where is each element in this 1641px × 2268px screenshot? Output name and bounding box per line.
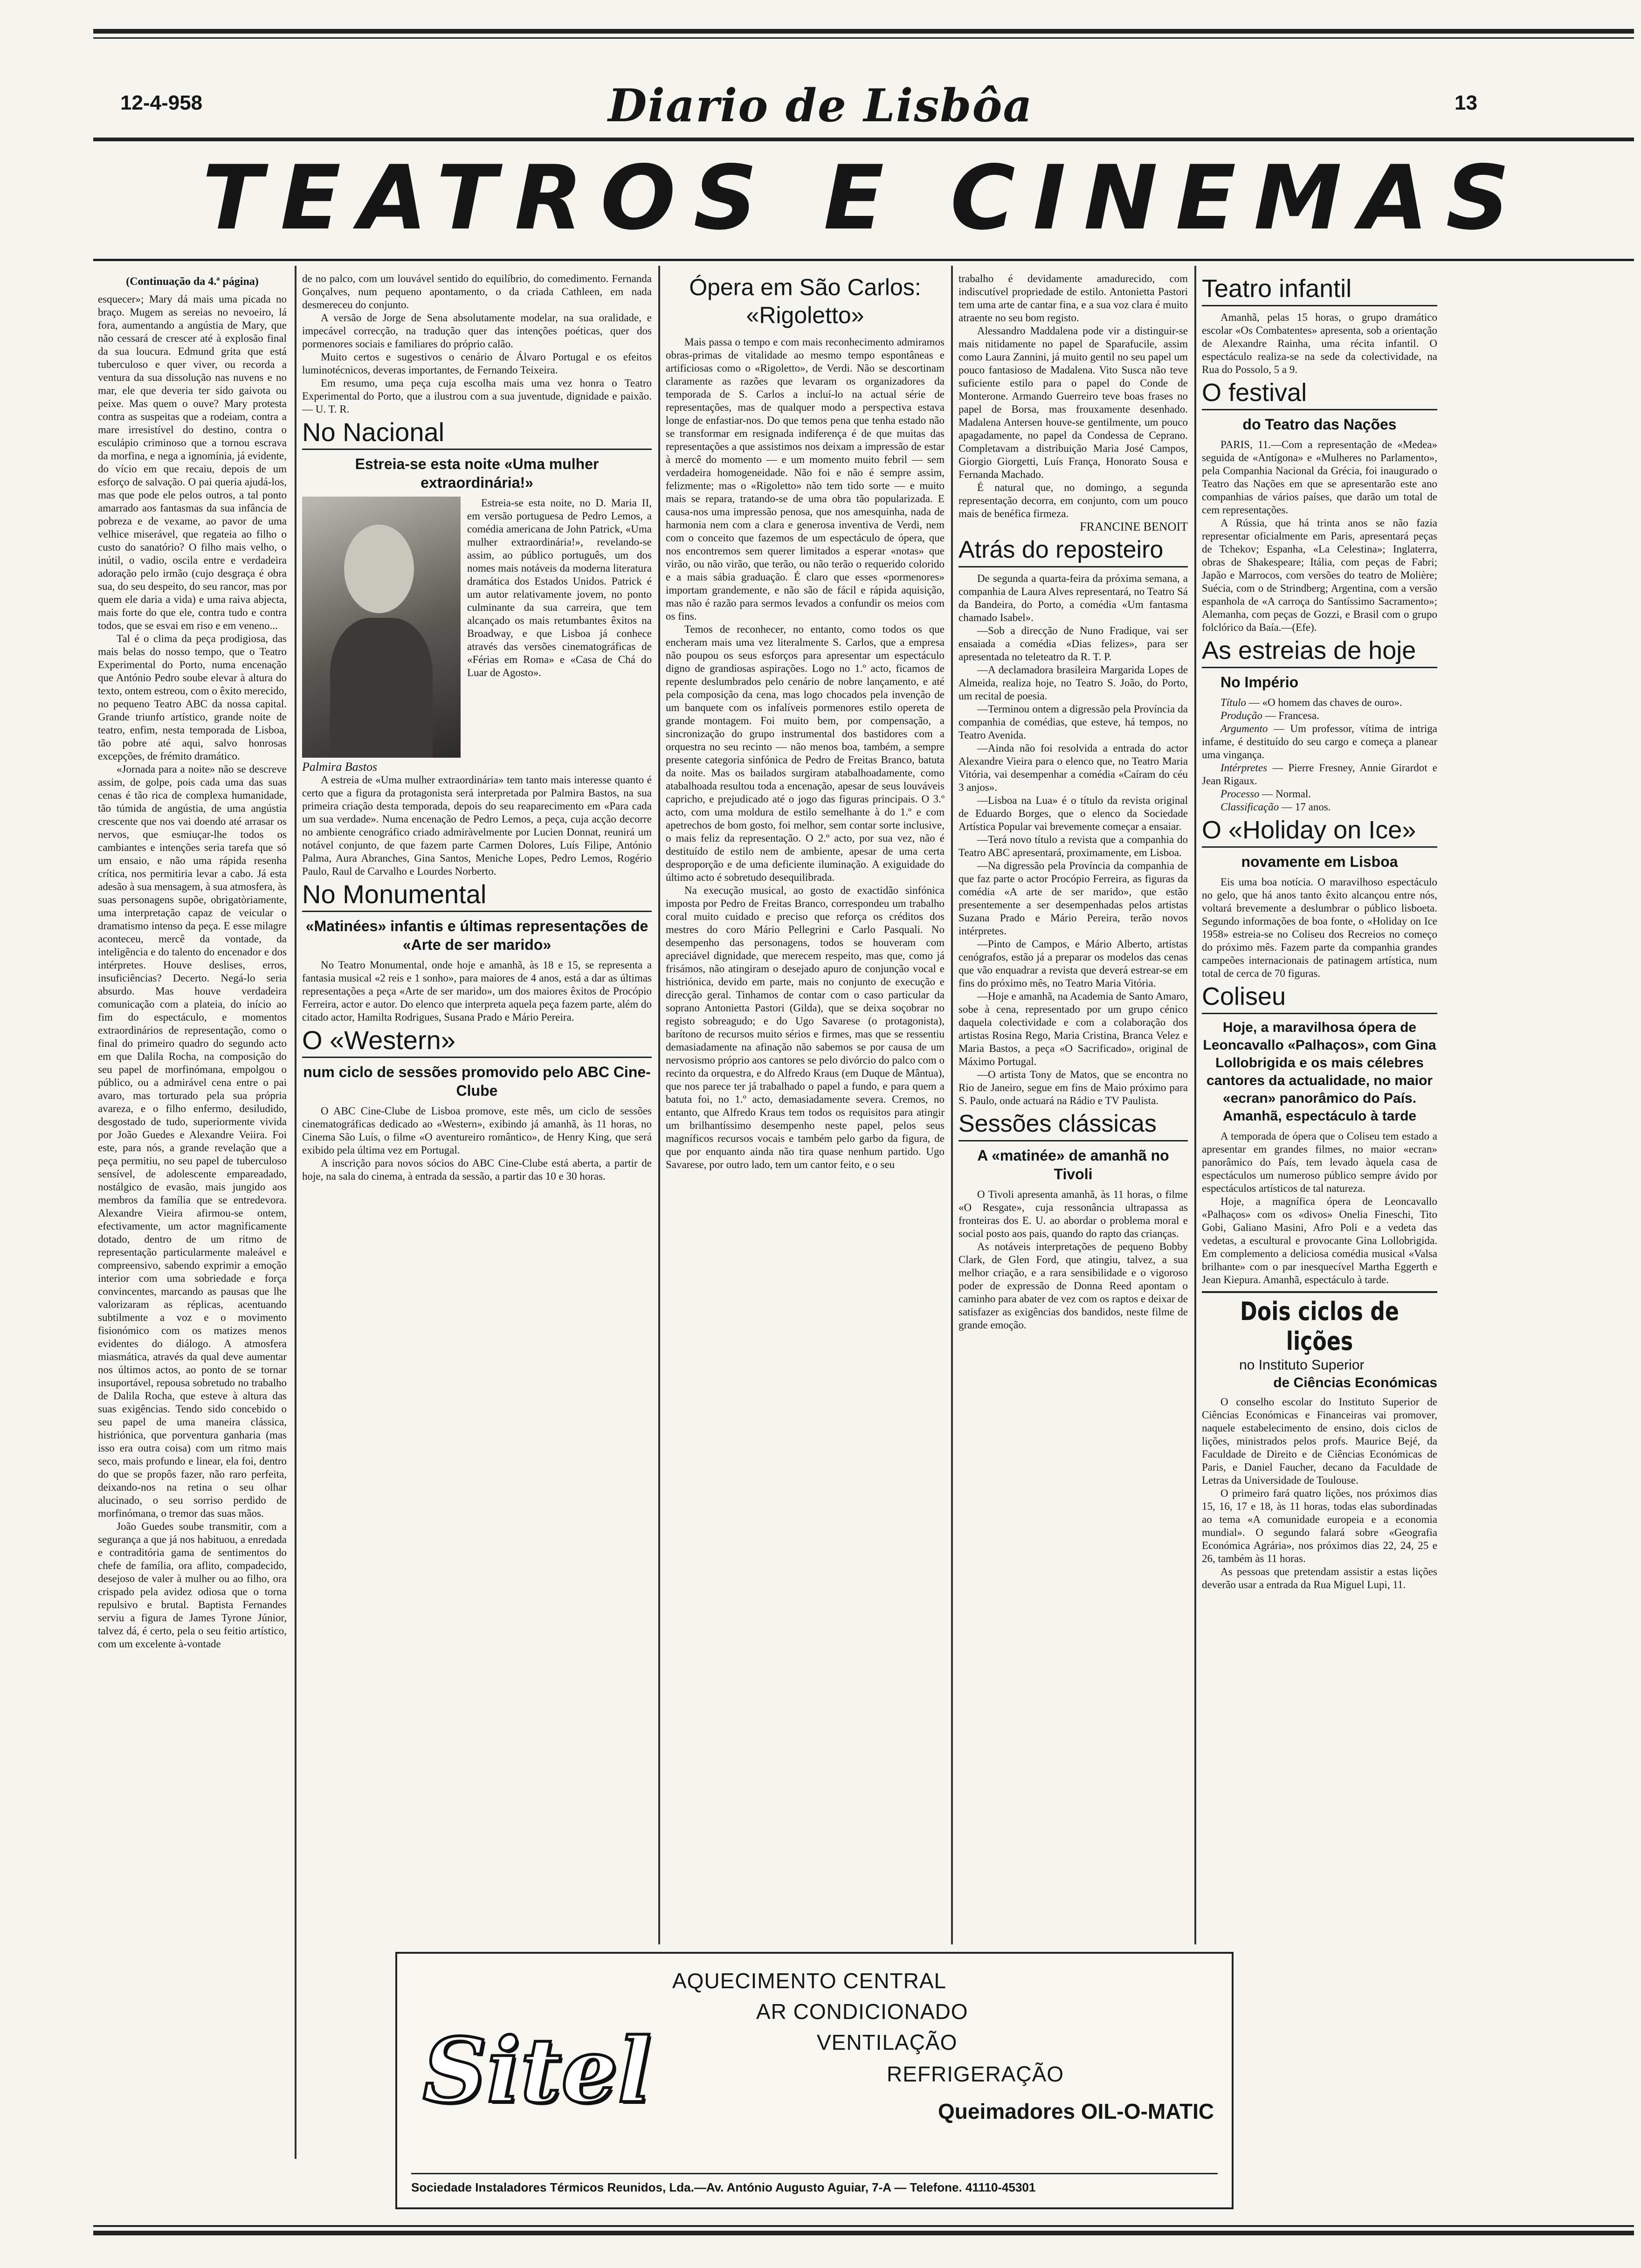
section-title-infantil: Teatro infantil (1202, 274, 1437, 306)
section-title-nacional: No Nacional (302, 418, 652, 450)
news-item: —Terminou ontem a digressão pela Província da companhia de comédias, que esteve, há tempos, no Teatro Avenida. (958, 703, 1188, 741)
article-paragraph: A inscrição para novos sócios do ABC Cine-Clube está aberta, a partir de hoje, na sala do cinema, à entrada da sessão, a partir das 10 e 30 horas. (302, 1157, 652, 1182)
headline-nacional: Estreia-se esta noite «Uma mulher extraordinária!» (355, 456, 599, 491)
article-paragraph: Eis uma boa notícia. O maravilhoso espectáculo no gelo, que há anos tanto êxito alcançou entre nós, voltará brevemente a deslumbrar o público lisboeta. Segundo informações de boa fonte, o «Holiday on Ice 1958» estreia-se no Coliseu dos Recreios no começo do próximo mês. Fazem parte da companhia grandes campeões internacionais de patinagem artística, num total de cerca de 70 figuras. (1202, 876, 1437, 979)
banner-title: TEATROS E CINEMAS (202, 146, 1528, 249)
column-opera (666, 272, 945, 1942)
article-paragraph: Estreia-se esta noite, no D. Maria II, em versão portuguesa de Pedro Lemos, a comédia americana de John Patrick, «Uma mulher extraordinária!», revelando-se assim, ao público português, um dos nomes mais notáveis da moderna literatura dramática dos Estados Unidos. Patrick é um autor relativamente jovem, no ponto culminante da sua carreira, que tem alcançado os mais retumbantes êxitos na Broadway, e que Lisboa já conhece através das versões cinematográficas de «Férias em Roma» e «Casa de Chá do Luar de Agosto». (467, 497, 652, 678)
article-paragraph: Na execução musical, ao gosto de exactidão sinfónica imposta por Pedro de Freitas Branco, correspondeu um trabalho coral muito cuidado e preciso que reforça os créditos dos mestres do coro Mário Pellegrini e Carlo Pasquali. No desempenho das personagens, todos se houveram com apreciável dignidade, que merecem respeito, mas que, como já frisámos, não atingiram o desejado apuro de conjunção vocal e histriónica, devido em parte, mais no conjunto de execução e direcção geral. Tinhamos de contar com o caso particular da soprano Antonietta Pastori (Gilda), que se deixa soçobrar no registo sobreagudo; e do Ugo Savarese (o protagonista), barítono de recursos muito sérios e firmes, mas que se ressentiu demasiadamente na afinação não sabemos se por causa de um nervosismo próprio aos cantores se pelo divórcio do palco com o recinto da orquestra, e do Alfredo Kraus (em Duque de Mântua), que nos parece ter já trabalhado o papel a fundo, e para quem a batuta foi, no 1.º acto, demasiadamente severa. Cremos, no entanto, que Alfredo Kraus tem todos os requisitos para atingir um brilhantíssimo desempenho neste papel, pelos seus magníficos recursos vocais e também pelo garbo da figura, de que por enquanto ainda não tira quase nenhum partido. Ugo Savarese, por outro lado, tem um cantor feito, e o seu (666, 885, 945, 1170)
article-paragraph: A estreia de «Uma mulher extraordinária» tem tanto mais interesse quanto é certo que a figura da protagonista será interpretada por Palmira Bastos, na sua primeira criação desta temporada, depois do seu reaparecimento em «Para cada um sua verdade». Numa encenação de Pedro Lemos, a peça, cuja acção decorre no ambiente cenográfico criado admiràvelmente por Lucien Donnat, reunirá um notável conjunto, de que fazem parte Carmen Dolores, Luís Filipe, António Palma, Aura Abranches, Gina Santos, Meniche Lopes, Pedro Lemos, Rogério Paulo, Raul de Carvalho e Lourdes Norberto. (302, 774, 652, 877)
column-backstage (958, 272, 1188, 1942)
premiere-detail-value: Um professor, vítima de intriga infame, é destituído do seu cargo e começa a planear uma vingança. (1202, 723, 1437, 761)
column-shows (1202, 272, 1437, 2217)
bottom-rule-thick (93, 2231, 1634, 2235)
ad-product: Queimadores OIL-O-MATIC (938, 2099, 1214, 2123)
news-item: —Terá novo título a revista que a companhia do Teatro ABC apresentará, proximamente, em Lisboa. (958, 834, 1188, 858)
ad-service-line: AR CONDICIONADO (756, 1999, 968, 2024)
premiere-detail-label: Classificação (1220, 801, 1279, 813)
column-divider (951, 266, 953, 1944)
headline-estreias: No Império (1220, 674, 1299, 691)
premiere-detail-row: Intérpretes — Pierre Fresney, Annie Girardot e Jean Rigaux. (1202, 762, 1437, 787)
section-title-estreias: As estreias de hoje (1202, 636, 1437, 668)
premiere-detail-label: Produção (1220, 710, 1262, 721)
article-paragraph: esquecer»; Mary dá mais uma picada no braço. Mugem as sereias no nevoeiro, lá fora, aumentando a angústia de Mary, que não cessará de crescer até à explosão final da sua loucura. Edmund grita que está tuberculoso e quer viver, ou recorda a ventura da sua dissolução nas nuvens e no mar, ele que deveria ter sido gaivota ou peixe. Mas quem o ouve? Mary protesta contra as suspeitas que a rodeiam, contra a mare irresistível do destino, contra o esculápio criminoso que a tornou escrava da morfina, e nega a ignomínia, já evidente, do vício em que recaiu, depois de um esforço de salvação. O pai queria ajudá-los, mas que pode ele pelos outros, a tal ponto amarrado aos fantasmas da sua infância de pobreza e de vexame, ao pavor de uma velhice miserável, que regateia ao filho o custo do sanatório? O filho mais velho, o inútil, o vadio, oscila entre e verdadeira adoração pelo irmão (cujo desgraça é obra sua, do seu despeito, do seu rancor, mas por quem ele daria a vida) e uma raiva abjecta, mais forte do que ele, contra tudo e contra todos, que se esvai em riso e em veneno... (98, 293, 287, 631)
section-title-reposteiro: Atrás do reposteiro (958, 535, 1188, 567)
article-paragraph: No Teatro Monumental, onde hoje e amanhã, às 18 e 15, se representa a fantasia musical «2 reis e 1 sonho», para maiores de 4 anos, está a dar as últimas representações a peça «Arte de ser marido», um dos maiores êxitos de Procópio Ferreira, actor e autor. Do elenco que interpreta aquela peça fazem parte, além do citado actor, Hamilta Rodrigues, Susana Prado e Mário Pereira. (302, 959, 652, 1023)
continuation-note: (Continuação da 4.ª página) (126, 276, 259, 288)
opera-signature: FRANCINE BENOIT (1080, 520, 1188, 533)
article-paragraph: Tal é o clima da peça prodigiosa, das mais belas do nosso tempo, que o Teatro Experimental do Porto, numa encenação que António Pedro soube elevar à altura do texto, ontem estreou, com o êxito merecido, no pequeno Teatro ABC da nossa capital. Grande triunfo artístico, grande noite de teatro, enfim, nesta temporada de Lisboa, tão pobre até aqui, salvo honrosas excepções, de frémito dramático. (98, 633, 287, 762)
headline-festival: do Teatro das Nações (1242, 416, 1397, 433)
article-paragraph: «Jornada para a noite» não se descreve assim, de golpe, pois cada uma das suas cenas é tão rica de complexa humanidade, tão túmida de angústia, de uma angústia crescente que nos vai doendo até arrasar os nervos, que esmiuçar-lhe todos os cambiantes e intenções seria tarefa que só um ensaio, e não uma rápida resenha crítica, nos permitiria levar a cabo. Já esta adesão à sua mensagem, à sua atmosfera, às suas personagens supõe, obrigatòriamente, uma interpretação capaz de veicular o dramatismo intenso da peça. E esse milagre aconteceu, mercê da vontade, da inteligência e do talento do encenador e dos intérpretes. Houve deslises, erros, insuficiências? Decerto. Negá-lo seria absurdo. Mas houve verdadeira comunicação com a plateia, do início ao fim do espectáculo, e momentos extraordinários de representação, como o final do primeiro quadro do segundo acto em que Dalila Rocha, na composição do seu papel de morfinómana, empolgou o público, ou a admirável cena entre o pai avaro, mas torturado pela sua própria avareza, e o filho enfermo, desiludido, desgostado de tudo, superiormente vivida por João Guedes e Alexandre Veiira. Foi este, para nós, a grande revelação que a peça permitiu, no seu papel de tuberculoso sensível, de adolescente empareadado, nostálgico de evasão, mais jungido aos membros da família que se entredevora. Alexandre Vieira afirmou-se ontem, efectivamente, um actor magnìficamente dotado, dentro de um ritmo de representação particularmente maleável e compreensivo, sabendo exprimir a emoção interior com uma sobriedade e força convincentes, marcando as pausas que lhe valorizaram as réplicas, acentuando subtilmente a voz e o movimento fisionómico com os matizes menos evidentes do diálogo. A atmosfera miasmática, através da qual deve aumentar nos últimos actos, ao ponto de se tornar insuportável, repousa sobretudo no trabalho de Dalila Rocha, que esteve à altura das suas exigências. Tendo sido concebido o seu papel de uma maneira clássica, histriónica, que porventura ganharia (mas isso era outra coisa) com um ritmo mais seco, mais profundo e linear, ela foi, dentro do que se propôs fazer, não raro perfeita, deixando-nos na retina o seu olhar alucinado, o seu sorriso perdido de morfinómana, o tremor das suas mãos. (98, 763, 287, 1519)
premiere-detail-label: Intérpretes (1220, 762, 1268, 774)
ad-service-line: VENTILAÇÃO (817, 2030, 958, 2054)
page-number: 13 (1455, 91, 1477, 114)
premiere-detail-value: Pierre Fresney, Annie Girardot e Jean Rigaux. (1202, 762, 1437, 787)
news-item: —Na digressão pela Província da companhia de que faz parte o actor Procópio Ferreira, as figuras da comédia «A arte de ser marido», que estão presentemente a ser desempenhadas pelos artistas Suzana Prado e Mário Pereira, terão novos intérpretes. (958, 860, 1188, 937)
article-paragraph: A Rússia, que há trinta anos se não fazia representar oficialmente em Paris, apresentará peças de Tchekov; Espanha, «La Celestina»; Inglaterra, obras de Shakespeare; Itália, com peças de Fabri; Japão e Marrocos, com versões do teatro de Molière; Suécia, com o de Strindberg; Argentina, com a versão espanhola de «A carroça do Santíssimo Sacramento»; Alemanha, com peças de Gozzi, e Brasil com o grupo folclórico da Baía.—(Efe). (1202, 517, 1437, 633)
article-paragraph: O primeiro fará quatro lições, nos próximos dias 15, 16, 17 e 18, às 11 horas, todas elas subordinadas ao tema «A comunidade europeia e a economia mundial». O segundo falará sobre «Geografia Económica Agrária», nos próximos dias 22, 24, 25 e 26, também às 11 horas. (1202, 1487, 1437, 1564)
column-divider (295, 266, 296, 2159)
section-title-monumental: No Monumental (302, 880, 652, 912)
column-divider (658, 266, 660, 1944)
premiere-detail-value: Francesa. (1278, 710, 1319, 721)
article-paragraph: Muito certos e sugestivos o cenário de Álvaro Portugal e os efeitos luminotécnicos, deveras importantes, de Fernando Teixeira. (302, 351, 652, 376)
advertisement (395, 1952, 1234, 2209)
article-paragraph: Amanhã, pelas 15 horas, o grupo dramático escolar «Os Combatentes» apresenta, sob a orientação de Alexandre Rainha, uma récita infantil. O espectáculo realiza-se na sede da colectividade, na Rua do Possolo, 5 a 9. (1202, 311, 1437, 375)
article-paragraph: É natural que, no domingo, a segunda representação decorra, em conjunto, com um pouco mais de benéfica firmeza. (958, 482, 1188, 519)
premiere-detail-label: Argumento (1220, 723, 1268, 734)
opera-title: Ópera em São Carlos: «Rigoletto» (689, 274, 921, 328)
premiere-detail-value: «O homem das chaves de ouro». (1262, 697, 1402, 708)
premiere-detail-row: Título — «O homem das chaves de ouro». (1220, 697, 1402, 708)
section-title-coliseu: Coliseu (1202, 982, 1437, 1014)
news-item: —O artista Tony de Matos, que se encontra no Rio de Janeiro, segue em fins de Maio próximo para S. Paulo, onde actuará na Rádio e TV Paulista. (958, 1069, 1188, 1106)
ad-logo (416, 2010, 658, 2131)
article-paragraph: As pessoas que pretendam assistir a estas lições deverão usar a entrada da Rua Miguel Lupi, 11. (1202, 1566, 1437, 1590)
ad-service-line: REFRIGERAÇÃO (887, 2062, 1064, 2086)
article-paragraph: João Guedes soube transmitir, com a segurança a que já nos habituou, a enredada e contraditória gama de sentimentos do chefe de família, ora aflito, compadecido, desejoso de valer à mulher ou ao filho, ora crispado pela avidez odiosa que o torna repulsivo e brutal. Baptista Fernandes serviu a figura de James Tyrone Júnior, talvez dá, é certo, pela o seu feitio artístico, com um excelente à-vontade (98, 1521, 287, 1650)
section-title-western: O «Western» (302, 1026, 652, 1058)
headline-holiday: novamente em Lisboa (1241, 853, 1398, 870)
lessons-subtitle: de Ciências Económicas (1273, 1375, 1437, 1390)
lessons-subtitle: no Instituto Superior (1239, 1357, 1365, 1373)
article-paragraph: A temporada de ópera que o Coliseu tem estado a apresentar em grandes filmes, no maior «ecran» panorâmico do País, tem levado àquela casa de espectáculos um numeroso público sempre ávido por espectáculos artísticos de tal natureza. (1202, 1130, 1437, 1194)
news-item: —A declamadora brasileira Margarida Lopes de Almeida, realiza hoje, no Teatro S. João, do Porto, um recital de poesia. (958, 664, 1188, 702)
ad-footer: Sociedade Instaladores Térmicos Reunidos, Lda.—Av. António Augusto Aguiar, 7-A — Telefone. 41110-45301 (411, 2173, 1218, 2196)
nacional-photo-block (302, 497, 652, 774)
headline-monumental: «Matinées» infantis e últimas representações de «Arte de ser marido» (305, 918, 648, 953)
article-paragraph: Hoje, a magnífica ópera de Leoncavallo «Palhaços» com os «divos» Onelia Fineschi, Tito Gobi, Galiano Masini, Afro Poli e a vedeta das vedetas, a escultural e provocante Gina Lollobrigida. Em complemento a deliciosa comédia musical «Valsa brilhante» com o par inesquecível Martha Eggerth e Jean Kiepura. Amanhã, espectáculo à tarde. (1202, 1196, 1437, 1286)
bottom-rule (93, 2225, 1634, 2227)
lessons-title: Dois ciclos de lições (1240, 1297, 1399, 1356)
top-rule-thin (93, 37, 1634, 39)
news-item: —Ainda não foi resolvida a entrada do actor Alexandre Vieira para o elenco que, no Teatro Maria Vitória, vai desempenhar a comédia «Caíram do céu 3 anjos». (958, 742, 1188, 793)
article-paragraph: A versão de Jorge de Sena absolutamente modelar, na sua oralidade, e impecável correcção, na tradução quer das intenções poéticas, quer dos pormenores sociais e familiares do próprio calão. (302, 312, 652, 350)
news-item: —Lisboa na Lua» é o título da revista original de Eduardo Borges, que o elenco da Sociedade Artística Popular vai brevemente começar a ensaiar. (958, 795, 1188, 832)
news-item: —Sob a direcção de Nuno Fradique, vai ser ensaiada a comédia «Dias felizes», para ser apresentada no teleteatro da R. T. P. (958, 625, 1188, 663)
masthead: Diario de Lisbôa (608, 79, 1033, 132)
article-paragraph: O conselho escolar do Instituto Superior de Ciências Económicas e Financeiras vai promover, naquele estabelecimento de ensino, dois ciclos de lições, ministrados pelos profs. Maurice Bejé, da Faculdade de Direito e de Ciências Económicas de Paris, e Daniel Faucher, decano da Faculdade de Letras da Universidade de Toulouse. (1202, 1396, 1437, 1486)
portrait-photo (302, 497, 461, 758)
photo-caption: Palmira Bastos (302, 760, 378, 774)
column-review (98, 275, 287, 2220)
section-title-holiday: O «Holiday on Ice» (1202, 816, 1437, 848)
article-paragraph: Em resumo, uma peça cuja escolha mais uma vez honra o Teatro Experimental do Porto, que a ilustrou com a sua juventude, dignidade e paixão. — U. T. R. (302, 377, 652, 415)
article-paragraph: trabalho é devidamente amadurecido, com indiscutível propriedade de estilo. Antonietta Pastori tem uma arte de cantar fina, e a sua voz clara é muito atraente no seu bom registo. (958, 273, 1188, 324)
article-paragraph: O ABC Cine-Clube de Lisboa promove, este mês, um ciclo de sessões cinematográficas dedicado ao «Western», exibindo já amanhã, às 11 horas, no Cinema São Luís, o filme «O aventureiro romântico», de Henry King, que será exibido pela última vez em Portugal. (302, 1105, 652, 1156)
lessons-block (1202, 1291, 1437, 1591)
column-divider (1194, 266, 1196, 1944)
banner-rule (93, 259, 1634, 261)
premiere-detail-row: Produção — Francesa. (1220, 710, 1319, 721)
sitel-logo: Sitel (422, 2018, 652, 2123)
premiere-detail-label: Título (1220, 697, 1246, 708)
ad-service-line: AQUECIMENTO CENTRAL (672, 1969, 947, 1993)
section-title-festival: O festival (1202, 378, 1437, 410)
article-paragraph: de no palco, com um louvável sentido do equilíbrio, do comedimento. Fernanda Gonçalves, num pequeno apontamento, o da criada Cathleen, em nada desmereceu do conjunto. (302, 273, 652, 311)
headline-western: num ciclo de sessões promovido pelo ABC Cine-Clube (303, 1064, 651, 1099)
article-paragraph: O Tivoli apresenta amanhã, às 11 horas, o filme «O Resgate», cuja ressonância ultrapassa as fronteiras dos E. U. ao abordar o problema moral e social posto aos pais, quando do rapto das crianças. (958, 1189, 1188, 1239)
premiere-detail-row: Argumento — Um professor, vítima de intriga infame, é destituído do seu cargo e começa a planear uma vingança. (1202, 723, 1437, 761)
headline-coliseu: Hoje, a maravilhosa ópera de Leoncavallo «Palhaços», com Gina Lollobrigida e os mais célebres cantores da actualidade, no maior «ecran» panorâmico do País. Amanhã, espectáculo à tarde (1203, 1020, 1436, 1124)
headline-classicas: A «matinée» de amanhã no Tivoli (977, 1147, 1169, 1182)
news-item: —Hoje e amanhã, na Academia de Santo Amaro, sobe à cena, representado por um grupo cénico daquela colectividade e com a colaboração dos artistas Rosina Rego, Maria Cristina, Branca Velez e Maria Bastos, a peça «O Sacrificado», original de Máximo Portugal. (958, 990, 1188, 1067)
column-theatres (302, 272, 652, 1942)
news-item: —Pinto de Campos, e Mário Alberto, artistas cenógrafos, estão já a preparar os modelos das cenas que vão enquadrar a revista que deverá estrear-se em fins do próximo mês, no Teatro Maria Vitória. (958, 938, 1188, 989)
premiere-detail-value: 17 anos. (1295, 801, 1331, 813)
section-title-classicas: Sessões clássicas (958, 1109, 1188, 1141)
issue-date: 12-4-958 (120, 91, 203, 114)
premiere-detail-value: Normal. (1275, 788, 1311, 800)
premiere-detail-row: Processo — Normal. (1220, 788, 1311, 800)
premiere-detail-label: Processo (1220, 788, 1260, 800)
news-item: De segunda a quarta-feira da próxima semana, a companhia de Laura Alves representará, no Teatro Sá da Bandeira, do Porto, a comédia «Um fantasma chamado Isabel». (958, 573, 1188, 623)
article-paragraph: As notáveis interpretações de pequeno Bobby Clark, de Glen Ford, que atingiu, talvez, a sua melhor criação, e a rara sensibilidade e o vigoroso poder de expressão de Donna Reed apontam o caminho para abater de vez com os raptos e deixar de satisfazer as exigências dos bandidos, neste filme de grande emoção. (958, 1241, 1188, 1331)
top-rule (93, 29, 1634, 34)
premiere-detail-row: Classificação — 17 anos. (1220, 801, 1331, 813)
article-paragraph: Alessandro Maddalena pode vir a distinguir-se mais nitidamente no papel de Sparafucile, assim como Laura Zannini, já muito gentil no seu papel um pouco fantasioso de Madalena. Vito Susca não teve suficiente estilo para o papel do Conde de Monterone. Armando Guerreiro teve boas frases no papel de Borsa, mas frouxamente desenhado. Madalena Antersen houve-se gentilmente, um pouco apagadamente, no papel da Condessa de Ceprano. Completavam a distribuição Maria José Campos, Giorgio Giorgetti, Luís França, Honorato Sousa e Fernanda Machado. (958, 325, 1188, 480)
article-paragraph: Mais passa o tempo e com mais reconhecimento admiramos obras-primas de vitalidade ao mesmo tempo espontâneas e artificiosas como o «Rigoletto», de Verdi. Não se descortinam claramente as razões que levaram os organizadores da temporada de S. Carlos a incluí-lo na actual série de representações, mas de qualquer modo a perspectiva estava longe de enfastiar-nos. Do que temos pena que tenha estado não se transformar em resignada indiferença é de que muitas das representações a que assistimos nos deixam a impressão de estar à mercê do momento — e um momento muito febril — sem verdadeira homogeneidade. Não foi e não é sempre assim, felizmente; mas o «Rigoletto» não tem tido sorte — e muito mais se repara, tratando-se de uma obra tão popularizada. E causa-nos uma impressão penosa, que nos amesquinha, nada de harmonia nem com a clara e generosa inventiva de Verdi, nem com o conceito que fazemos de um espectáculo de ópera, que nos encontremos sem querer limitados a esperar «notas» que virão, ou não virão, que terão, ou não terão o requerido colorido e a mais sábia graduação. É claro que esses «pormenores» importam grandemente, e não são de fácil e rápida aquisição, mas não é razão para sermos levados a confundir os meios com os fins. (666, 336, 945, 622)
premiere-details (1202, 696, 1437, 814)
article-paragraph: Temos de reconhecer, no entanto, como todos os que encheram mais uma vez literalmente S. Carlos, que a empresa não poupou os seus esforços para apresentar um espectáculo digno de grandiosas aspirações. Logo no 1.º acto, ficamos de repente deslumbrados pelo cenário de nobre lançamento, e até pela composição da cena, mas logo chocados pela invenção de um banquete com os infalíveis pormenores estilo opereta de grande montagem. Foi muito bem, por compensação, a sincronização do grupo instrumental dos bastidores com a orquestra no seu recinto — não menos boa, também, a sempre presente categoria sinfónica de Pedro de Freitas Branco, batuta da noite. Mas os bailados surgiram atabalhoadamente, como atabalhoada resultou toda a encenação, apesar de seus louváveis capricho, e prejudicado até o jogo das figuras principais. O 3.º acto, com uma moldura de estilo semelhante à do 1.º e com apetrechos de bom gosto, foi melhor, sem contar sorte inclusive, o mais feliz da representação. O 2.º acto, por sua vez, não é destituído de estilo nem de ambiente, apesar de uma certa desproporção e de uma deficiente iluminação. A exiguidade do último acto é sobretudo desequilibrada. (666, 623, 945, 883)
header-rule (93, 138, 1634, 141)
article-paragraph: PARIS, 11.—Com a representação de «Medea» seguida de «Antígona» e «Mulheres no Parlamento», pela Companhia Nacional da Grécia, foi inaugurado o Teatro das Nações em que se apresentarão este ano companhias de vários países, que darão um total de cem representações. (1202, 439, 1437, 516)
photo-figure (302, 497, 461, 774)
